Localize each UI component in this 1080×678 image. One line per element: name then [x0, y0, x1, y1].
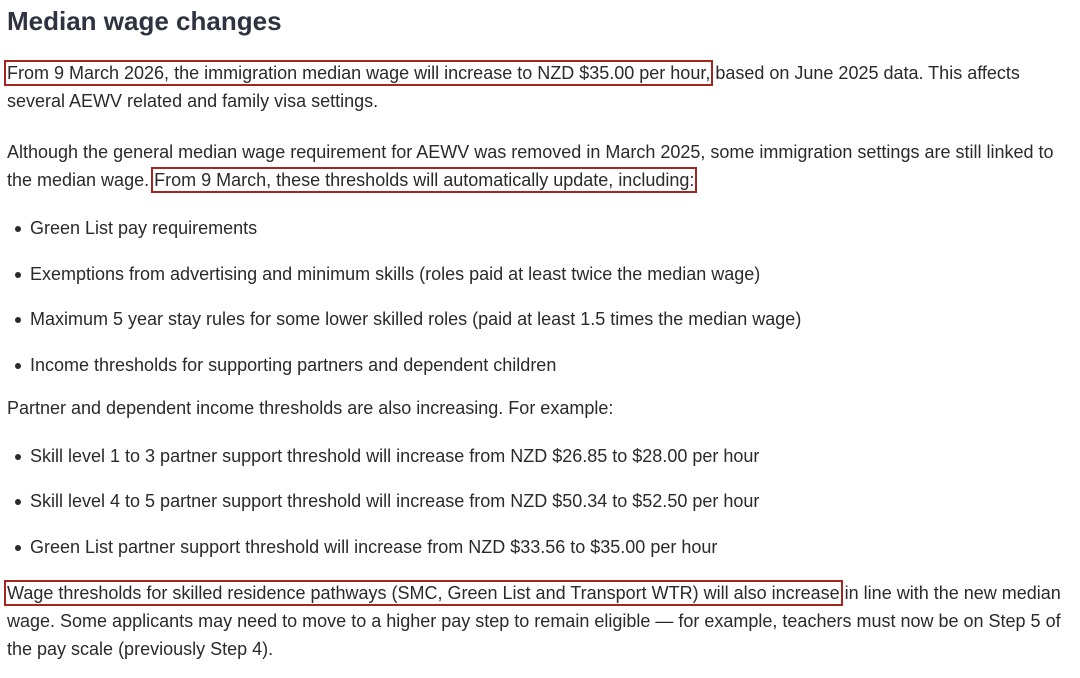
list-item [7, 533, 1077, 561]
list-item [7, 260, 1077, 288]
list-item-text: Income thresholds for supporting partners and dependent children [30, 354, 557, 375]
list-item [7, 214, 1077, 242]
list-item-text: Skill level 1 to 3 partner support threshold will increase from NZD $26.85 to $28.00 per hour [30, 445, 760, 466]
income-thresholds-paragraph: Partner and dependent income thresholds are also increasing. For example: [7, 397, 614, 418]
intro-paragraph [7, 59, 1077, 115]
settings-paragraph [7, 138, 1077, 194]
bullet-icon [15, 363, 21, 369]
bullet-icon [15, 499, 21, 505]
list-item [7, 487, 1077, 515]
list-item-text: Skill level 4 to 5 partner support threshold will increase from NZD $50.34 to $52.50 per hour [30, 491, 760, 511]
list-item [7, 351, 1077, 379]
bullet-icon [15, 545, 21, 551]
page-title: Median wage changes [7, 6, 282, 36]
article [7, 0, 1077, 663]
highlighted-thresholds-statement: From 9 March, these thresholds will automatically update, including: [154, 170, 695, 190]
list-item-text: Green List partner support threshold will increase from NZD $33.56 to $35.00 per hour [30, 536, 718, 557]
highlighted-median-wage-statement: From 9 March 2026, the immigration median wage will increase to NZD $35.00 per hour, [7, 63, 711, 83]
bullet-icon [15, 317, 21, 323]
partner-thresholds-list [7, 442, 1077, 561]
list-item-text: Exemptions from advertising and minimum skills (roles paid at least twice the median wage) [30, 263, 761, 284]
residence-pathways-paragraph [7, 579, 1077, 663]
settings-paragraph-lead: Although the general median wage requirement for AEWV was removed in March 2025, some immigration settings are still linked to the median wage. [7, 142, 1054, 190]
bullet-icon [15, 226, 21, 232]
list-item [7, 442, 1077, 470]
highlighted-residence-statement: Wage thresholds for skilled residence pathways (SMC, Green List and Transport WTR) will also increase [7, 582, 840, 603]
intro-paragraph-rest: based on June 2025 data. This affects several AEWV related and family visa settings. [7, 63, 1020, 111]
bullet-icon [15, 272, 21, 278]
bullet-icon [15, 454, 21, 460]
list-item-text: Maximum 5 year stay rules for some lower skilled roles (paid at least 1.5 times the median wage) [30, 309, 802, 329]
residence-pathways-paragraph-rest: in line with the new median wage. Some applicants may need to move to a higher pay step to remain eligible — for example, teachers must now be on Step 5 of the pay scale (previously Step 4). [7, 582, 1061, 659]
affected-settings-list [7, 214, 1077, 379]
list-item [7, 305, 1077, 333]
list-item-text: Green List pay requirements [30, 218, 258, 238]
